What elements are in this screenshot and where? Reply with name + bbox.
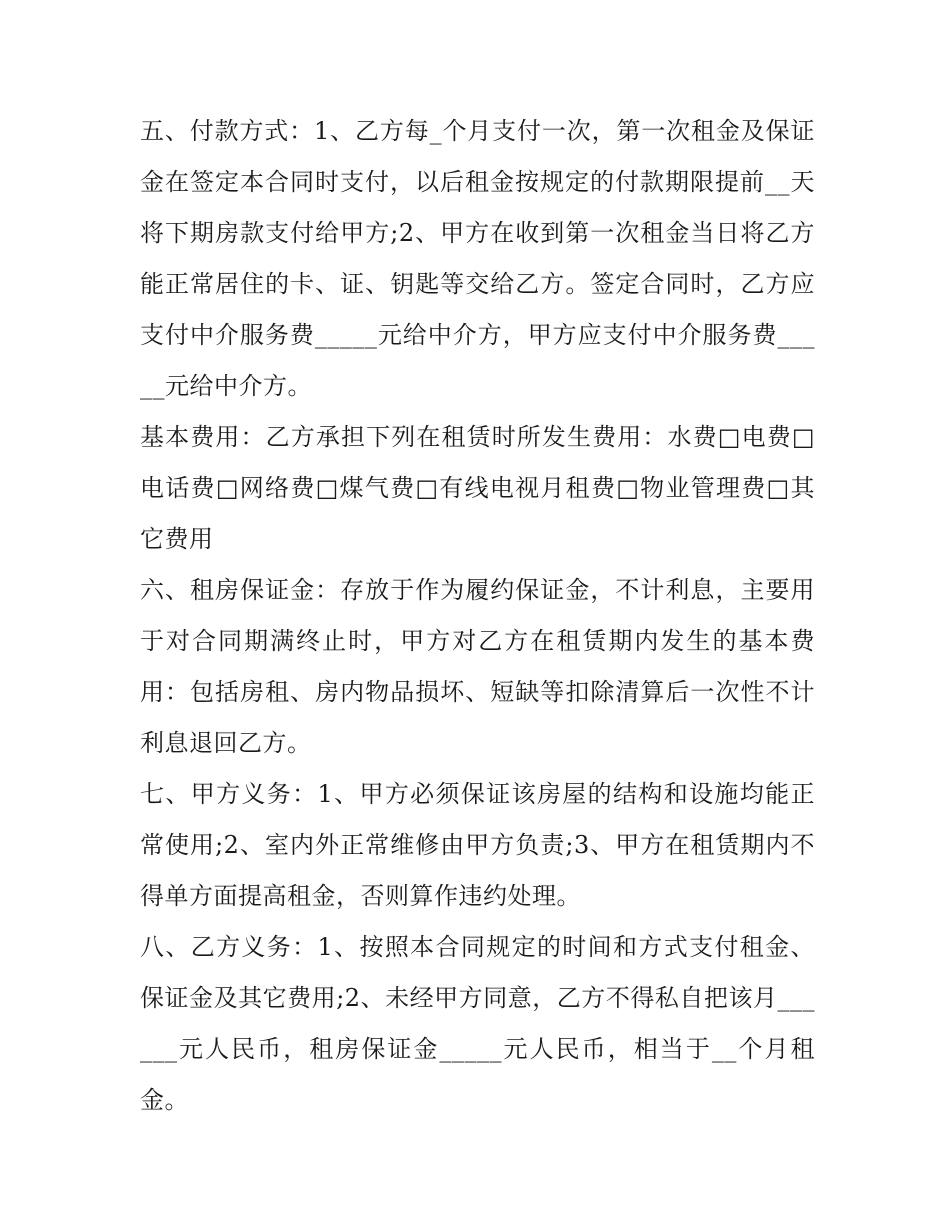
paragraph-party-b-obligations: 八、乙方义务：1、按照本合同规定的时间和方式支付租金、保证金及其它费用;2、未经甲方同意，乙方不得私自把该月______元人民币，租房保证金_____元人民币，相当于__个月租金。	[140, 933, 815, 1114]
paragraph-security-deposit: 六、租房保证金：存放于作为履约保证金，不计利息，主要用于对合同期满终止时，甲方对乙方在租赁期内发生的基本费用：包括房租、房内物品损坏、短缺等扣除清算后一次性不计利息退回乙方。	[140, 576, 815, 757]
paragraph-payment-method: 五、付款方式：1、乙方每_个月支付一次，第一次租金及保证金在签定本合同时支付，以后租金按规定的付款期限提前__天将下期房款支付给甲方;2、甲方在收到第一次租金当日将乙方能正常居住的卡、证、钥匙等交给乙方。签定合同时，乙方应支付中介服务费_____元给中介方，甲方应支付中介服务费_____元给中介方。	[140, 117, 815, 400]
paragraph-party-a-obligations: 七、甲方义务：1、甲方必须保证该房屋的结构和设施均能正常使用;2、室内外正常维修由甲方负责;3、甲方在租赁期内不得单方面提高租金，否则算作违约处理。	[140, 780, 815, 910]
paragraph-basic-fees: 基本费用：乙方承担下列在租赁时所发生费用：水费□电费□电话费□网络费□煤气费□有线电视月租费□物业管理费□其它费用	[140, 423, 815, 553]
document-body	[140, 106, 815, 1126]
